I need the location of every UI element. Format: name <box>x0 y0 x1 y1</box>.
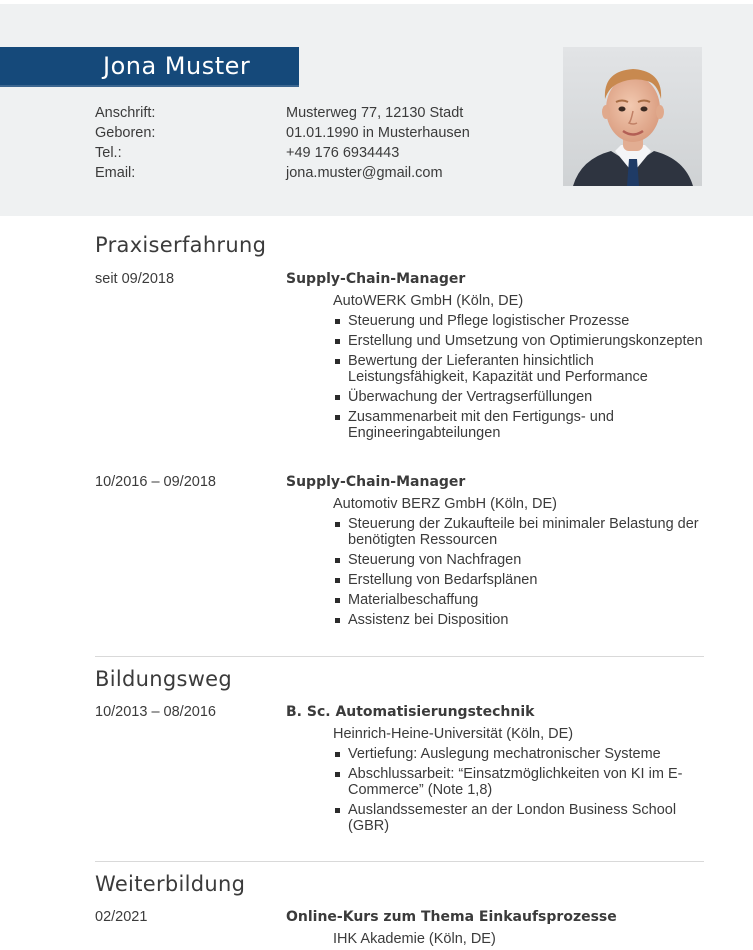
entry-bullet-list <box>333 746 705 838</box>
list-item: Erstellung von Bedarfsplänen <box>333 572 705 588</box>
contact-label: Geboren: <box>95 125 156 141</box>
contact-row <box>95 125 515 145</box>
contact-details <box>95 105 515 185</box>
experience-entry <box>95 474 705 639</box>
experience-entry <box>95 271 705 451</box>
list-item: Zusammenarbeit mit den Fertigungs- und Engineeringabteilungen <box>333 409 705 441</box>
education-entry <box>95 704 705 844</box>
contact-value: jona.muster@gmail.com <box>286 165 443 181</box>
person-name: Jona Muster <box>103 52 251 80</box>
entry-organization: IHK Akademie (Köln, DE) <box>333 931 496 947</box>
entry-bullet-list <box>333 516 705 632</box>
section-divider <box>95 861 704 862</box>
entry-date: seit 09/2018 <box>95 271 175 287</box>
contact-value: +49 176 6934443 <box>286 145 400 161</box>
section-title-education: Bildungsweg <box>95 667 233 691</box>
list-item: Steuerung und Pflege logistischer Prozesse <box>333 313 705 329</box>
entry-organization: AutoWERK GmbH (Köln, DE) <box>333 293 524 309</box>
section-title-experience: Praxiserfahrung <box>95 233 267 257</box>
list-item: Bewertung der Lieferanten hinsichtlich Leistungsfähigkeit, Kapazität und Performance <box>333 353 705 385</box>
contact-row <box>95 105 515 125</box>
entry-title: Supply-Chain-Manager <box>286 474 466 490</box>
list-item: Assistenz bei Disposition <box>333 612 705 628</box>
name-banner <box>0 47 299 87</box>
list-item: Erstellung und Umsetzung von Optimierungskonzepten <box>333 333 705 349</box>
profile-photo <box>563 47 702 186</box>
contact-row <box>95 145 515 165</box>
header-band <box>0 4 753 216</box>
portrait-illustration <box>563 47 702 186</box>
section-divider <box>95 656 704 657</box>
contact-label: Email: <box>95 165 136 181</box>
contact-row <box>95 165 515 185</box>
entry-date: 10/2016 – 09/2018 <box>95 474 216 490</box>
contact-value: 01.01.1990 in Musterhausen <box>286 125 470 141</box>
training-entry <box>95 909 705 950</box>
contact-label: Anschrift: <box>95 105 156 121</box>
list-item: Abschlussarbeit: “Einsatzmöglichkeiten von KI im E-Commerce” (Note 1,8) <box>333 766 705 798</box>
entry-bullet-list <box>333 313 705 445</box>
list-item: Vertiefung: Auslegung mechatronischer Systeme <box>333 746 705 762</box>
list-item: Steuerung von Nachfragen <box>333 552 705 568</box>
list-item: Auslandssemester an der London Business School (GBR) <box>333 802 705 834</box>
entry-date: 10/2013 – 08/2016 <box>95 704 216 720</box>
entry-title: B. Sc. Automatisierungstechnik <box>286 704 535 720</box>
contact-label: Tel.: <box>95 145 122 161</box>
list-item: Steuerung der Zukaufteile bei minimaler Belastung der benötigten Ressourcen <box>333 516 705 548</box>
entry-date: 02/2021 <box>95 909 148 925</box>
entry-organization: Automotiv BERZ GmbH (Köln, DE) <box>333 496 557 512</box>
entry-organization: Heinrich-Heine-Universität (Köln, DE) <box>333 726 574 742</box>
list-item: Materialbeschaffung <box>333 592 705 608</box>
entry-title: Online-Kurs zum Thema Einkaufsprozesse <box>286 909 617 925</box>
list-item: Überwachung der Vertragserfüllungen <box>333 389 705 405</box>
entry-title: Supply-Chain-Manager <box>286 271 466 287</box>
contact-value: Musterweg 77, 12130 Stadt <box>286 105 464 121</box>
section-title-training: Weiterbildung <box>95 872 246 896</box>
